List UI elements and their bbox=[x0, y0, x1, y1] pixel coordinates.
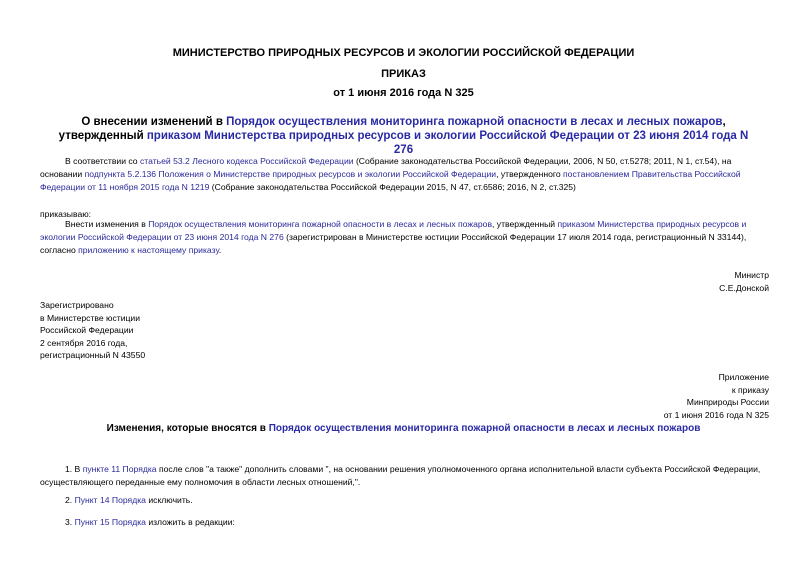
item-3-link[interactable]: Пункт 15 Порядка bbox=[74, 517, 146, 527]
signature-title: Министр bbox=[734, 270, 769, 280]
changes-title-link[interactable]: Порядок осуществления мониторинга пожарной опасности в лесах и лесных пожаров bbox=[268, 423, 701, 434]
preamble-paragraph bbox=[40, 155, 772, 194]
intro-link-order[interactable]: приказом Министерства природных ресурсов и экологии Российской Федерации от 23 июня 2014 года N 276 bbox=[146, 130, 749, 156]
appendix-line-3: Минприроды России bbox=[686, 397, 769, 407]
item-2-number: 2. bbox=[65, 495, 75, 505]
preamble-link-decree[interactable]: постановлением Правительства Российской Федерации от 11 ноября 2015 года N 1219 bbox=[40, 169, 741, 192]
preamble-text-1: В соответствии со bbox=[65, 156, 140, 166]
order-label: приказываю: bbox=[40, 209, 92, 219]
order-paragraph bbox=[40, 218, 772, 257]
order-text-2: , утвержденный bbox=[492, 219, 558, 229]
item-3-text: изложить в редакции: bbox=[145, 517, 235, 527]
preamble-link-forest-code[interactable]: статьей 53.2 Лесного кодекса Российской Федерации bbox=[139, 156, 354, 166]
changes-title-text: Изменения, которые вносятся в bbox=[106, 423, 269, 434]
document-intro bbox=[50, 115, 757, 157]
signature-name: С.Е.Донской bbox=[719, 282, 769, 293]
preamble-text-2: (Собрание законодательства Российской Федерации, 2006, N 50, ст.5278; 2011, N 1, ст.54), на основании bbox=[40, 156, 732, 179]
changes-title bbox=[0, 423, 807, 434]
order-text-1: Внести изменения в bbox=[65, 219, 149, 229]
item-2-text: исключить. bbox=[145, 495, 193, 505]
document-type: ПРИКАЗ bbox=[381, 68, 426, 80]
order-link-order[interactable]: приказом Министерства природных ресурсов и экологии Российской Федерации от 23 июня 2014 года N 276 bbox=[40, 219, 747, 242]
appendix-line-2: к приказу bbox=[731, 384, 769, 395]
preamble-text-4: (Собрание законодательства Российской Федерации 2015, N 47, ст.6586; 2016, N 2, ст.325) bbox=[209, 182, 576, 192]
item-1-number: 1. В bbox=[65, 464, 83, 474]
intro-link-procedure[interactable]: Порядок осуществления мониторинга пожарной опасности в лесах и лесных пожаров bbox=[226, 116, 723, 128]
change-item-2 bbox=[40, 494, 772, 507]
registration-line-1: Зарегистрировано bbox=[40, 300, 114, 310]
ministry-title: МИНИСТЕРСТВО ПРИРОДНЫХ РЕСУРСОВ И ЭКОЛОГИИ РОССИЙСКОЙ ФЕДЕРАЦИИ bbox=[172, 47, 635, 59]
intro-text-2: , утвержденный bbox=[58, 116, 726, 142]
signature-block bbox=[560, 269, 769, 294]
order-text-3: (зарегистрирован в Министерстве юстиции Российской Федерации 17 июля 2014 года, регистрационный N 33144), согласно bbox=[40, 232, 747, 255]
registration-line-4: 2 сентября 2016 года, bbox=[40, 337, 128, 348]
document-date: от 1 июня 2016 года N 325 bbox=[333, 87, 474, 99]
preamble-text-3: , утвержденного bbox=[496, 169, 564, 179]
item-1-link[interactable]: пункте 11 Порядка bbox=[82, 464, 157, 474]
order-link-procedure[interactable]: Порядок осуществления мониторинга пожарной опасности в лесах и лесных пожаров bbox=[148, 219, 493, 229]
change-item-1 bbox=[40, 463, 772, 489]
order-text-4: . bbox=[218, 245, 222, 255]
preamble-link-regulation[interactable]: подпункта 5.2.136 Положения о Министерстве природных ресурсов и экологии Российской Федерации bbox=[84, 169, 497, 179]
registration-line-3: Российской Федерации bbox=[40, 325, 134, 335]
intro-text-1: О внесении изменений в bbox=[81, 116, 227, 128]
item-3-number: 3. bbox=[65, 517, 75, 527]
item-2-link[interactable]: Пункт 14 Порядка bbox=[74, 495, 146, 505]
item-1-text: после слов "а также" дополнить словами ", на основании решения уполномоченного органа исполнительной власти субъекта Российской Федерации, осуществляющего переданные ему полномочия в области лесных отношений,". bbox=[40, 464, 761, 487]
order-link-appendix[interactable]: приложению к настоящему приказу bbox=[78, 245, 219, 255]
appendix-line-4: от 1 июня 2016 года N 325 bbox=[663, 409, 769, 420]
registration-line-5: регистрационный N 43550 bbox=[40, 350, 146, 360]
registration-block bbox=[40, 299, 290, 362]
appendix-block bbox=[560, 371, 769, 421]
change-item-3 bbox=[40, 516, 772, 529]
appendix-line-1: Приложение bbox=[718, 372, 769, 382]
registration-line-2: в Министерстве юстиции bbox=[40, 312, 141, 323]
